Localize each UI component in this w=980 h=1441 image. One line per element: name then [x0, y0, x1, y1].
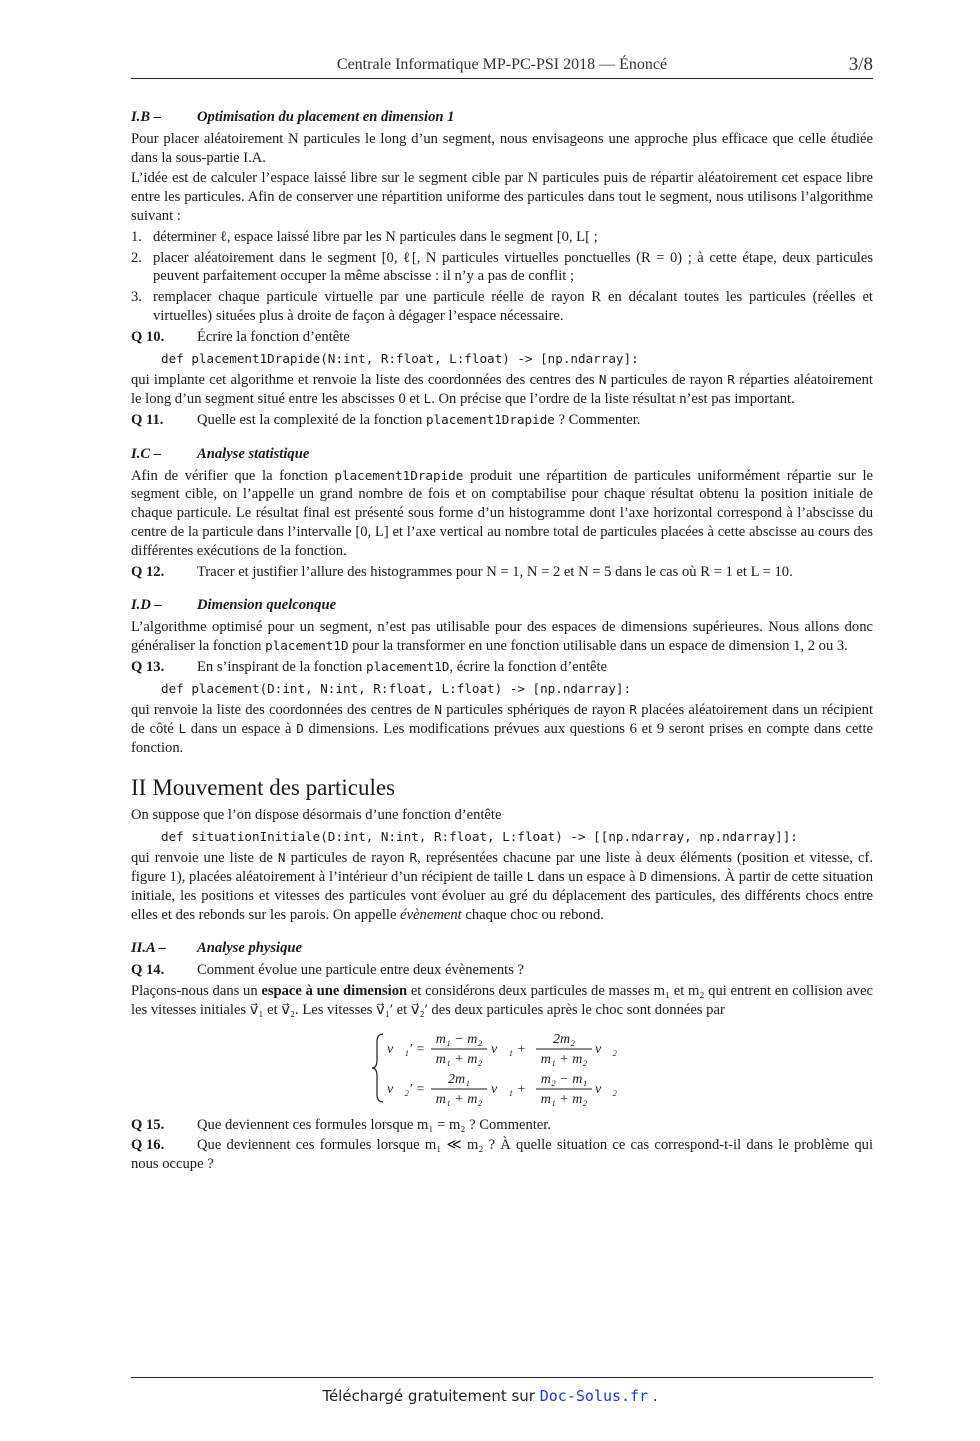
- fraction-denominator: m₁ + m₂: [435, 1091, 483, 1107]
- paragraph: [131, 467, 873, 561]
- question-text: Quelle est la complexité de la fonction: [197, 411, 426, 428]
- list-number: 2.: [131, 249, 142, 266]
- question-number: Q 10.: [131, 328, 165, 345]
- collision-formula: [131, 1028, 873, 1108]
- formula-term: v⃗₁ +: [491, 1041, 526, 1057]
- inline-code: placement1D: [366, 658, 450, 674]
- bold-text: espace à une dimension: [261, 983, 408, 1000]
- inline-code: N: [277, 850, 286, 866]
- text: produit une répartition de particules uniformément répartie sur le segment cible, on l’appelle un grand nombre de fois et on comptabilise pour chaque résultat obtenu la position initiale de chaque particule. Le résultat final est présenté sous forme d’un histogramme dont l’axe horizontal correspond à l’abscisse du centre de la particule dans l’intervalle [0, L] et l’axe vertical au nombre total de particules placées à cette abscisse au cours des différentes exécutions de la fonction.: [131, 467, 874, 559]
- question-12: [131, 563, 873, 582]
- text: réparties aléatoirement le long d’un segment situé entre les abscisses 0 et: [131, 372, 873, 408]
- question-number: Q 11.: [131, 411, 164, 428]
- question-16: [131, 1136, 873, 1174]
- fraction-numerator: 2m₂: [553, 1031, 575, 1047]
- list-item: [131, 288, 873, 326]
- question-number: Q 13.: [131, 658, 165, 675]
- subsection-title: Analyse statistique: [197, 445, 310, 462]
- code-signature: def placement1Drapide(N:int, R:float, L:float) -> [np.ndarray]:: [161, 350, 639, 366]
- emphasis: évènement: [400, 906, 462, 923]
- text: qui renvoie la liste des coordonnées des centres de: [131, 702, 435, 719]
- paragraph: Pour placer aléatoirement N particules le long d’un segment, nous envisageons une approche plus efficace que celle étudiée dans la sous-partie I.A.: [131, 130, 873, 166]
- formula-lhs: v⃗₁′ =: [387, 1041, 425, 1057]
- inline-code: N: [434, 702, 442, 718]
- page-header: [131, 52, 873, 79]
- text: , représentées chacune par une liste à deux éléments (position et vitesse, cf. figure 1), placées aléatoirement à l’intérieur d’un récipient de taille: [131, 850, 873, 886]
- text: particules de rayon: [285, 850, 410, 867]
- inline-code: R: [727, 372, 735, 388]
- subsection-number: I.B –: [131, 109, 162, 125]
- subsection-title: Analyse physique: [197, 940, 302, 957]
- paragraph: [131, 982, 873, 1020]
- list-item: [131, 249, 873, 287]
- inline-code: N: [598, 372, 607, 388]
- list-number: 1.: [131, 228, 142, 245]
- text: qui implante cet algorithme et renvoie la liste des coordonnées des centres des: [131, 372, 599, 389]
- text: . On précise que l’ordre de la liste résultat n’est pas important.: [431, 391, 795, 408]
- footer-text: Téléchargé gratuitement sur: [322, 1387, 540, 1405]
- formula-term: v⃗₂: [595, 1081, 617, 1097]
- question-14: [131, 961, 873, 980]
- algorithm-steps: [131, 228, 873, 326]
- question-13: [131, 658, 873, 677]
- fraction-numerator: 2m₁: [448, 1071, 470, 1087]
- text: Afin de vérifier que la fonction: [131, 467, 335, 484]
- inline-code: L: [423, 391, 432, 407]
- subsection-number: II.A –: [131, 940, 166, 957]
- paragraph: [131, 618, 873, 656]
- formula-term: v⃗₁ +: [491, 1081, 526, 1097]
- text: dans un espace à: [186, 721, 297, 738]
- text: qui renvoie une liste de: [131, 850, 278, 867]
- question-number: Q 16.: [131, 1137, 165, 1154]
- formula-term: v⃗₂: [595, 1041, 617, 1057]
- subsection-number: I.D –: [131, 597, 162, 614]
- formula-lhs: v⃗₂′ =: [387, 1081, 425, 1097]
- fraction-denominator: m₁ + m₂: [435, 1051, 483, 1067]
- list-text: placer aléatoirement dans le segment [0, ℓ[, N particules virtuelles ponctuelles (R = 0) ; à cette étape, deux particules peuvent parfaitement occuper la même abscisse : il n’y a pas de conflit ;: [153, 249, 873, 285]
- fraction-denominator: m₁ + m₂: [540, 1051, 588, 1067]
- page-footer: [0, 1387, 980, 1405]
- formula-svg: [371, 1028, 631, 1108]
- fraction-numerator: m₂ − m₁: [540, 1071, 588, 1087]
- text: dimensions. À partir de cette situation initiale, les positions et vitesses des particules vont évoluer au gré du déplacement des particules, des différents chocs entre elles et des rebonds sur les parois. On appelle: [131, 869, 873, 923]
- section-title: Mouvement des particules: [152, 774, 396, 800]
- paragraph: [131, 701, 873, 757]
- list-text: remplacer chaque particule virtuelle par une particule réelle de rayon R en décalant toutes les particules (réelles et virtuelles) situées plus à droite de façon à dégager l’espace nécessaire.: [153, 289, 873, 324]
- text: dimensions. Les modifications prévues aux questions 6 et 9 seront prises en compte dans cette fonction.: [131, 721, 873, 756]
- footer-link[interactable]: Doc-Solus.fr: [539, 1387, 649, 1405]
- inline-code: placement1Drapide: [425, 411, 555, 427]
- inline-code: D: [296, 721, 304, 737]
- text: Plaçons-nous dans un: [131, 983, 262, 1000]
- question-number: Q 12.: [131, 563, 165, 580]
- left-brace: [372, 1034, 383, 1102]
- question-text: ? Commenter.: [554, 411, 641, 428]
- text: chaque choc ou rebond.: [461, 906, 604, 923]
- subsection-heading-iia: [131, 939, 873, 958]
- paragraph: [131, 849, 873, 924]
- question-10: [131, 328, 873, 347]
- subsection-title: Dimension quelconque: [197, 597, 337, 614]
- subsection-number: I.C –: [131, 445, 162, 462]
- section-number: II: [131, 774, 147, 800]
- fraction-denominator: m₁ + m₂: [540, 1091, 588, 1107]
- footer-end: .: [648, 1387, 658, 1405]
- fraction-numerator: m₁ − m₂: [435, 1031, 483, 1047]
- question-number: Q 15.: [131, 1116, 165, 1133]
- question-text: Écrire la fonction d’entête: [197, 328, 350, 345]
- question-number: Q 14.: [131, 962, 165, 979]
- question-11: [131, 411, 873, 430]
- paragraph: On suppose que l’on dispose désormais d’une fonction d’entête: [131, 806, 502, 823]
- text: pour la transformer en une fonction utilisable dans un espace de dimension 1, 2 ou 3.: [348, 637, 848, 654]
- paragraph: L’idée est de calculer l’espace laissé libre sur le segment cible par N particules puis de répartir aléatoirement cet espace libre entre les particules. Afin de conserver une répartition uniforme des particules dans tout le segment, nous utilisons l’algorithme suivant :: [131, 170, 873, 224]
- question-text: Que deviennent ces formules lorsque m₁ ≪ m₂ ? À quelle situation ce cas correspond-t-il dans le problème qui nous occupe ?: [131, 1137, 873, 1173]
- text: L’algorithme optimisé pour un segment, n’est pas utilisable pour des espaces de dimensions supérieures. Nous allons donc généraliser la fonction: [131, 619, 873, 654]
- list-item: [131, 228, 873, 247]
- text: dans un espace à: [534, 869, 640, 886]
- text: particules sphériques de rayon: [441, 702, 630, 719]
- question-text: Tracer et justifier l’allure des histogrammes pour N = 1, N = 2 et N = 5 dans le cas où R = 1 et L = 10.: [197, 563, 793, 580]
- subsection-heading-ib: [131, 108, 873, 127]
- inline-code: L: [526, 869, 535, 885]
- page-number: 3/8: [848, 54, 873, 75]
- subsection-heading-id: [131, 596, 873, 615]
- list-number: 3.: [131, 289, 142, 306]
- text: et considérons deux particules de masses m₁ et m₂ qui entrent en collision avec les vitesses initiales v⃗₁ et v⃗₂. Les vitesses v⃗₁′ et v⃗₂′ des deux particules après le choc sont données par: [131, 983, 873, 1018]
- inline-code: D: [639, 869, 647, 885]
- code-signature: def situationInitiale(D:int, N:int, R:float, L:float) -> [[np.ndarray, np.ndarray]]:: [161, 828, 798, 844]
- inline-code: R: [629, 702, 637, 718]
- header-title: Centrale Informatique MP-PC-PSI 2018 — Énoncé: [336, 56, 668, 73]
- question-text: , écrire la fonction d’entête: [449, 658, 608, 675]
- question-15: [131, 1116, 873, 1135]
- text: particules de rayon: [606, 372, 728, 389]
- subsection-title: Optimisation du placement en dimension 1: [197, 109, 455, 125]
- subsection-heading-ic: [131, 445, 873, 464]
- code-signature: def placement(D:int, N:int, R:float, L:float) -> [np.ndarray]:: [161, 680, 632, 696]
- section-heading-ii: [131, 774, 873, 802]
- page-content: [131, 108, 873, 1176]
- question-text: En s’inspirant de la fonction: [197, 658, 367, 675]
- question-text: Comment évolue une particule entre deux évènements ?: [197, 962, 525, 979]
- paragraph: [131, 371, 873, 409]
- inline-code: R: [409, 850, 418, 866]
- inline-code: placement1Drapide: [334, 467, 464, 483]
- question-text: Que deviennent ces formules lorsque m₁ = m₂ ? Commenter.: [197, 1116, 551, 1133]
- inline-code: L: [178, 721, 187, 737]
- inline-code: placement1D: [265, 637, 349, 653]
- list-text: déterminer ℓ, espace laissé libre par les N particules dans le segment [0, L[ ;: [153, 228, 598, 245]
- footer-rule: [131, 1377, 873, 1378]
- text: placées aléatoirement dans un récipient de côté: [131, 702, 873, 738]
